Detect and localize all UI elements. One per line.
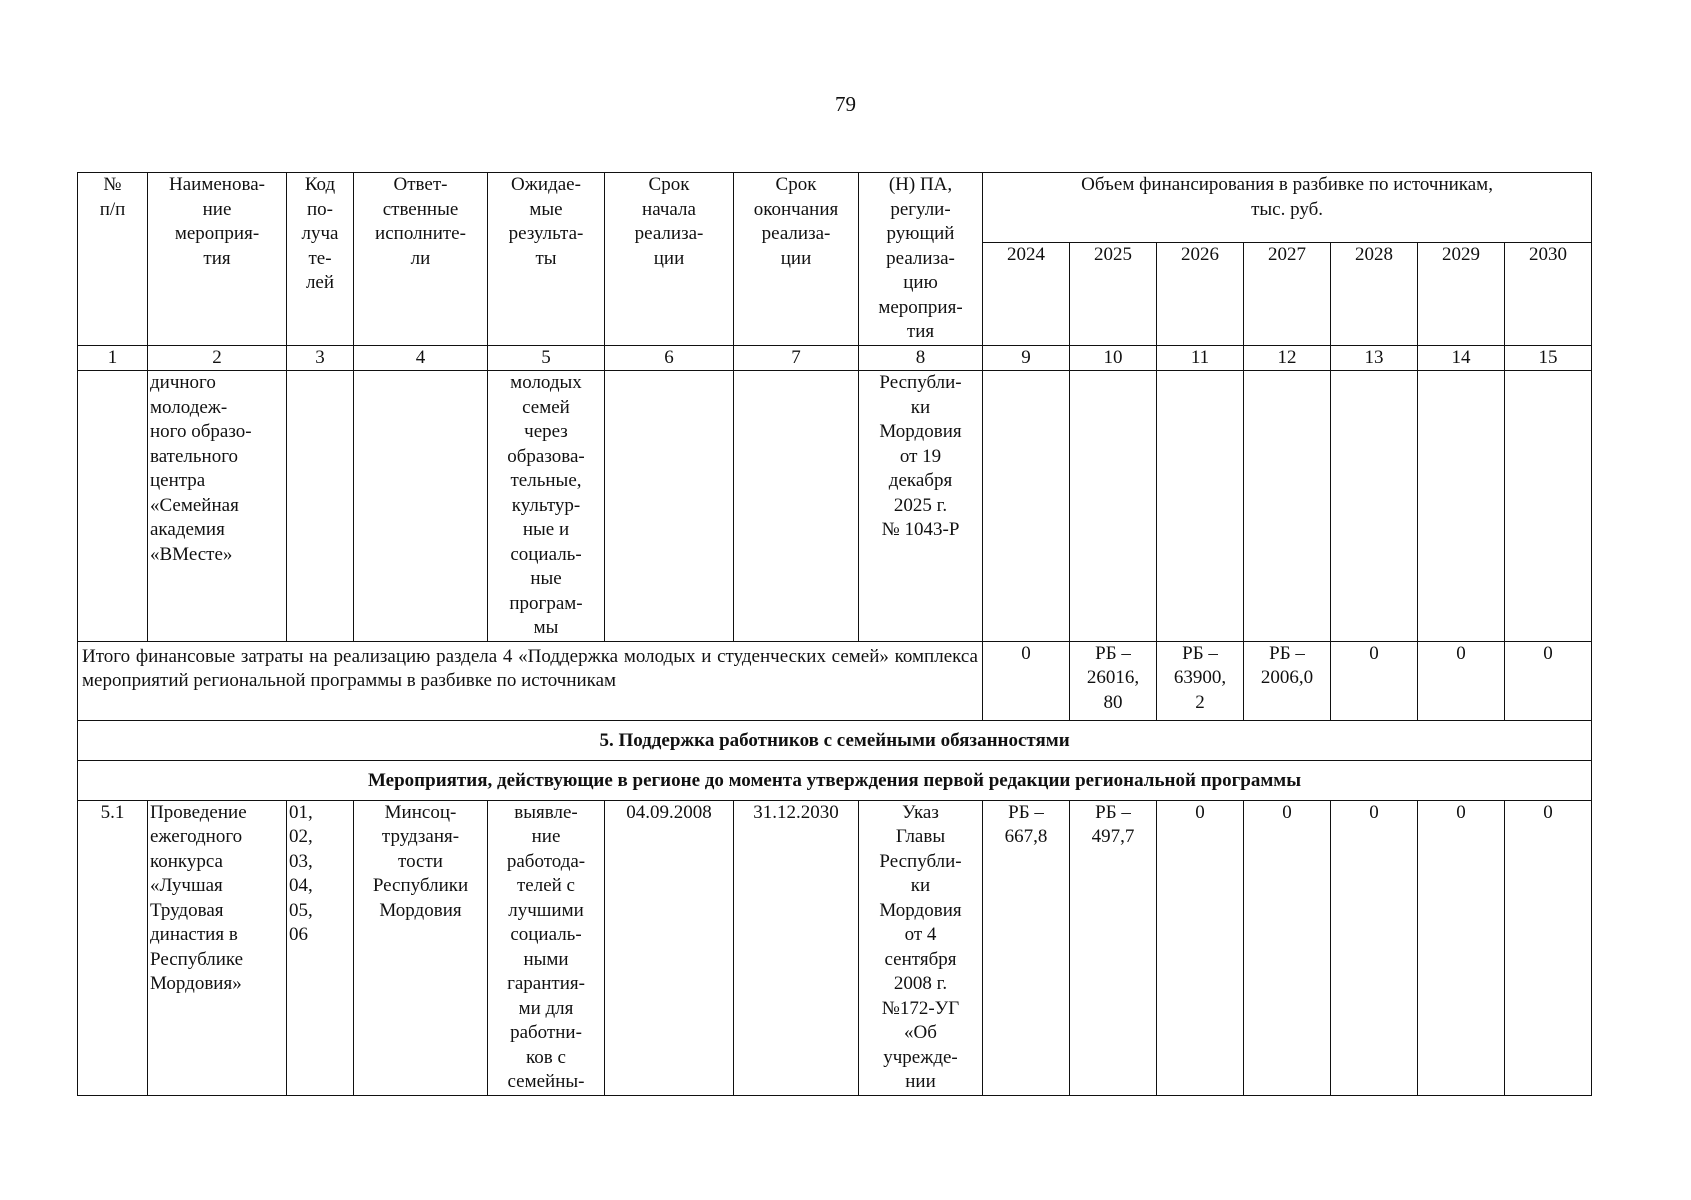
column-number: 14 [1418,346,1505,371]
header-no: № п/п [78,173,148,346]
header-name: Наименова- ние мероприя- тия [148,173,287,346]
column-number: 2 [148,346,287,371]
cell-start: 04.09.2008 [605,800,734,1095]
subsection-row [78,760,1592,800]
cell-start [605,371,734,642]
header-code: Код по- луча те- лей [287,173,354,346]
header-row [78,173,1592,243]
column-number: 3 [287,346,354,371]
column-number-row [78,346,1592,371]
cell-value: 0 [1157,800,1244,1095]
column-number: 1 [78,346,148,371]
cell-value [983,371,1070,642]
cell-name: Проведение ежегодного конкурса «Лучшая Трудовая династия в Республике Мордовия» [148,800,287,1095]
total-label: Итого финансовые затраты на реализацию раздела 4 «Поддержка молодых и студенческих семей» комплекса мероприятий региональной программы в разбивке по источникам [78,641,983,720]
cell-end [734,371,859,642]
table-row-continuation [78,371,1592,642]
cell-no: 5.1 [78,800,148,1095]
column-number: 8 [859,346,983,371]
total-value: 0 [1418,641,1505,720]
header-start: Срок начала реализа- ции [605,173,734,346]
header-results: Ожидае- мые результа- ты [488,173,605,346]
cell-responsible [354,371,488,642]
cell-end: 31.12.2030 [734,800,859,1095]
column-number: 4 [354,346,488,371]
header-end: Срок окончания реализа- ции [734,173,859,346]
cell-name: дичного молодеж- ного образо- вательного центра «Семейная академия «ВМесте» [148,371,287,642]
cell-value [1505,371,1592,642]
total-value: 0 [983,641,1070,720]
cell-responsible: Минсоц- трудзаня- тости Республики Мордовия [354,800,488,1095]
total-row [78,641,1592,720]
header-year: 2027 [1244,243,1331,346]
cell-results: молодых семей через образова- тельные, культур- ные и социаль- ные програм- мы [488,371,605,642]
total-value: 0 [1505,641,1592,720]
cell-act: Республи- ки Мордовия от 19 декабря 2025 г. № 1043-Р [859,371,983,642]
section-row [78,720,1592,760]
table-row-5-1 [78,800,1592,1095]
column-number: 12 [1244,346,1331,371]
column-number: 9 [983,346,1070,371]
header-year: 2028 [1331,243,1418,346]
total-value: 0 [1331,641,1418,720]
cell-results: выявле- ние работода- телей с лучшими социаль- ными гарантия- ми для работни- ков с семейны- [488,800,605,1095]
header-year: 2029 [1418,243,1505,346]
cell-act: Указ Главы Республи- ки Мордовия от 4 сентября 2008 г. №172-УГ «Об учрежде- нии [859,800,983,1095]
column-number: 15 [1505,346,1592,371]
total-value: РБ – 63900, 2 [1157,641,1244,720]
header-year: 2025 [1070,243,1157,346]
header-financing: Объем финансирования в разбивке по источникам, тыс. руб. [983,173,1592,243]
cell-value: 0 [1244,800,1331,1095]
cell-value [1331,371,1418,642]
program-table [77,172,1592,1096]
header-responsible: Ответ- ственные исполните- ли [354,173,488,346]
column-number: 11 [1157,346,1244,371]
header-year: 2024 [983,243,1070,346]
cell-no [78,371,148,642]
cell-value: 0 [1418,800,1505,1095]
section-title: 5. Поддержка работников с семейными обязанностями [78,720,1592,760]
cell-value: РБ – 497,7 [1070,800,1157,1095]
column-number: 10 [1070,346,1157,371]
cell-value [1418,371,1505,642]
subsection-title: Мероприятия, действующие в регионе до момента утверждения первой редакции региональной программы [78,760,1592,800]
cell-code: 01, 02, 03, 04, 05, 06 [287,800,354,1095]
cell-code [287,371,354,642]
column-number: 5 [488,346,605,371]
header-act: (Н) ПА, регули- рующий реализа- цию мероприя- тия [859,173,983,346]
column-number: 13 [1331,346,1418,371]
cell-value: 0 [1331,800,1418,1095]
cell-value: 0 [1505,800,1592,1095]
total-value: РБ – 2006,0 [1244,641,1331,720]
column-number: 7 [734,346,859,371]
header-year: 2030 [1505,243,1592,346]
header-year: 2026 [1157,243,1244,346]
column-number: 6 [605,346,734,371]
page-number: 79 [835,92,856,116]
cell-value [1070,371,1157,642]
total-value: РБ – 26016, 80 [1070,641,1157,720]
cell-value [1157,371,1244,642]
cell-value [1244,371,1331,642]
cell-value: РБ – 667,8 [983,800,1070,1095]
